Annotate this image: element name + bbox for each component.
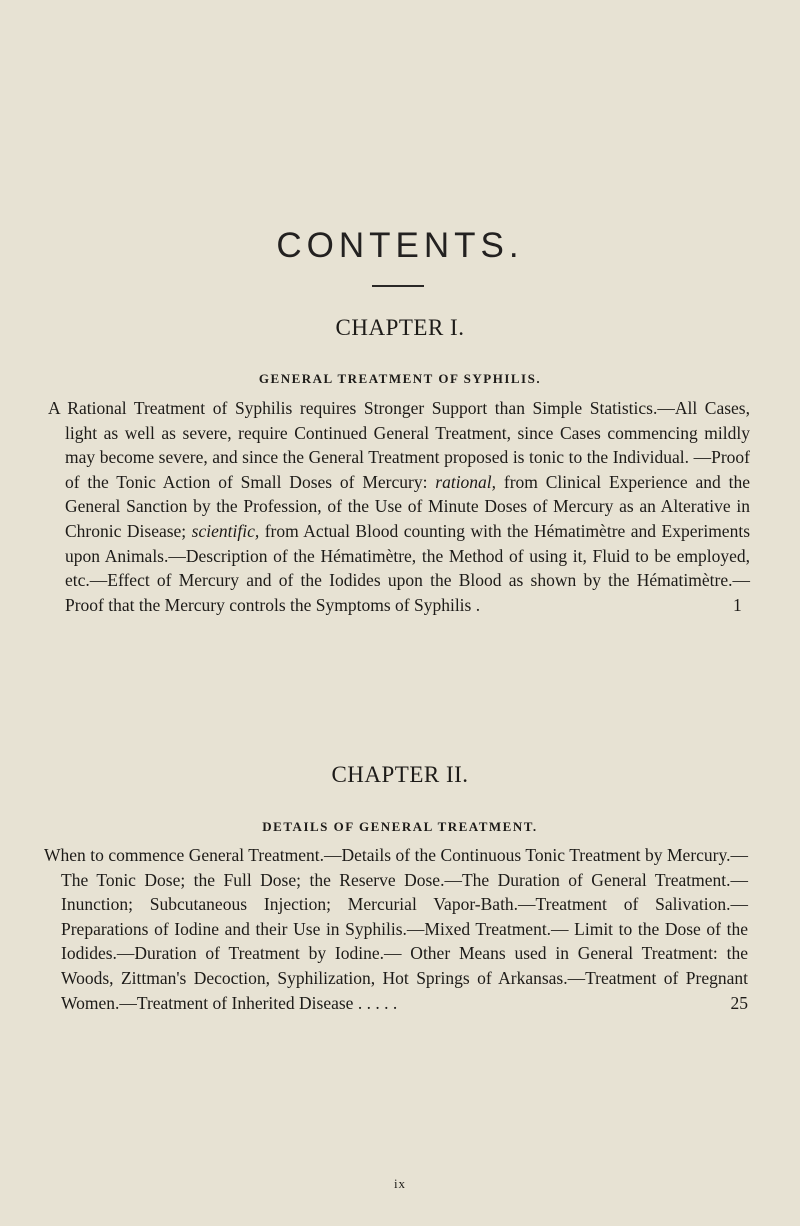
chapter-2-page-number: 25 xyxy=(730,992,748,1013)
chapter-2-entry xyxy=(44,843,748,1015)
page-folio: ix xyxy=(393,1176,407,1191)
chapter-2-text: When to commence General Treatment.—Details of the Continuous Tonic Treatment by Mercury.—The Tonic Dose; the Full Dose; the Reserve Dose.—The Duration of General Treatment.—Inunction; Subcutaneous Injection; Mercurial Vapor-Bath.—Treatment of Salivation.— Preparations of Iodine and their Use in Syphilis.—Mixed Treatment.— Limit to the Dose of the Iodides.—Duration of Treatment by Iodine.— Other Means used in General Treatment: the Woods, Zittman's Decoction, Syphilization, Hot Springs of Arkansas.—Treatment of Pregnant Women.—Treatment of Inherited Disease . . . . . xyxy=(44,845,748,1013)
chapter-1-text-part-1: A Rational Treatment of Syphilis requires Stronger Support than Simple Statistics.—All Cases, light as well as severe, require Continued General Treatment, since Cases commencing mildly may become severe, and since the General Treatment proposed is tonic to the Individual. —Proof of the Tonic Action of Small Doses of Mercury: xyxy=(48,398,750,492)
chapter-1-subtitle: GENERAL TREATMENT OF SYPHILIS. xyxy=(258,371,542,386)
chapter-2-subtitle: DETAILS OF GENERAL TREATMENT. xyxy=(262,819,538,834)
chapter-1-summary: A Rational Treatment of Syphilis requires Stronger Support than Simple Statistics.—All Cases, light as well as severe, require Continued General Treatment, since Cases commencing mildly may become severe, and since the General Treatment proposed is tonic to the Individual. —Proof of the Tonic Action of Small Doses of Mercury: rational, from Clinical Experience and the General Sanction by the Profession, of the Use of Minute Doses of Mercury as an Alterative in Chronic Disease; scientific, from Actual Blood counting with the Hématimètre and Experiments upon Animals.—Description of the Hématimètre, the Method of using it, Fluid to be employed, etc.—Effect of Mercury and of the Iodides upon the Blood as shown by the Hématimètre.— Proof that the Mercury controls the Symptoms of Syphilis . 1 xyxy=(48,398,750,615)
chapter-1-heading: CHAPTER I. xyxy=(335,315,465,340)
chapter-1-text-part-3: from Actual Blood counting with the Hématimètre and Experiments upon Animals.—Description of the Hématimètre, the Method of using it, Fluid to be employed, etc.—Effect of Mercury and of the Iodides upon the Blood as shown by the Hématimètre.— Proof that the Mercury controls the Symptoms of Syphilis . xyxy=(65,520,750,615)
title-rule-divider xyxy=(372,285,424,287)
chapter-2-summary xyxy=(44,843,748,1015)
chapter-1-entry xyxy=(48,396,750,617)
page-title: CONTENTS. xyxy=(276,226,524,265)
chapter-1-emphasis-rational: rational, xyxy=(435,471,497,492)
chapter-2-heading: CHAPTER II. xyxy=(331,762,469,787)
chapter-1-text-part-2: from Clinical Experience and the General Sanction by the Profession, of the Use of Minute Doses of Mercury as an Alterative in Chronic Disease; xyxy=(65,471,750,541)
chapter-1-emphasis-scientific: scientific, xyxy=(191,520,260,541)
